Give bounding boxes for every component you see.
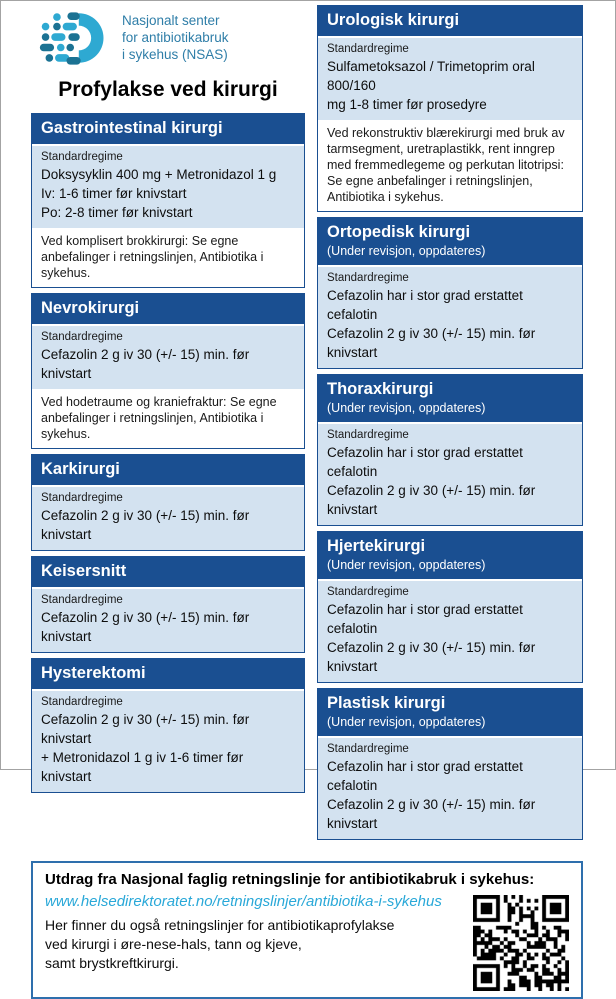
- section-ortopedisk: [317, 217, 583, 369]
- regime-line: Cefazolin har i stor grad erstattet cefalotin: [327, 288, 523, 322]
- left-column: [31, 5, 305, 845]
- regime-label: Standardregime: [41, 696, 123, 708]
- section-subtitle: (Under revisjon, oppdateres): [327, 244, 486, 258]
- regime-label: Standardregime: [41, 331, 123, 343]
- right-column: [317, 5, 583, 845]
- regime-box: [318, 424, 582, 525]
- section-title: Hjertekirurgi: [327, 537, 426, 555]
- section-header: [318, 689, 582, 736]
- regime-line: Cefazolin 2 g iv 30 (+/- 15) min. før knivstart: [41, 712, 250, 746]
- section-header: [318, 375, 582, 422]
- regime-line: Po: 2-8 timer før knivstart: [41, 205, 193, 220]
- regime-box: [318, 267, 582, 368]
- regime-line: Cefazolin 2 g iv 30 (+/- 15) min. før knivstart: [41, 610, 250, 644]
- regime-box: [32, 589, 304, 652]
- regime-box: [32, 487, 304, 550]
- section-title: Gastrointestinal kirurgi: [41, 119, 223, 137]
- section-subtitle: (Under revisjon, oppdateres): [327, 558, 486, 572]
- section-header: [32, 659, 304, 689]
- section-karkirurgi: [31, 454, 305, 551]
- section-title: Karkirurgi: [41, 460, 120, 478]
- section-urologisk: [317, 5, 583, 212]
- section-header: [318, 6, 582, 36]
- brand-name-line: i sykehus (NSAS): [122, 47, 228, 62]
- regime-box: [318, 38, 582, 120]
- regime-line: Cefazolin 2 g iv 30 (+/- 15) min. før knivstart: [41, 508, 250, 542]
- regime-label: Standardregime: [41, 594, 123, 606]
- regime-label: Standardregime: [327, 272, 409, 284]
- regime-label: Standardregime: [327, 586, 409, 598]
- page-title: Profylakse ved kirurgi: [58, 78, 278, 101]
- qr-code: [473, 895, 569, 991]
- footer-paragraph-line: Her finner du også retningslinjer for antibiotikaprofylakse: [45, 917, 395, 933]
- regime-line: Cefazolin 2 g iv 30 (+/- 15) min. før knivstart: [327, 797, 536, 831]
- brand-name-line: Nasjonalt senter: [122, 13, 220, 28]
- regime-line: Cefazolin 2 g iv 30 (+/- 15) min. før knivstart: [327, 326, 536, 360]
- regime-line: + Metronidazol 1 g iv 1-6 timer før knivstart: [41, 750, 244, 784]
- section-title: Keisersnitt: [41, 562, 127, 580]
- section-title: Nevrokirurgi: [41, 299, 140, 317]
- footer-box: [31, 861, 583, 999]
- section-thorax: [317, 374, 583, 526]
- regime-label: Standardregime: [327, 43, 409, 55]
- brand-name-line: for antibiotikabruk: [122, 30, 229, 45]
- footer-row: [45, 893, 569, 991]
- footer-text: [45, 893, 461, 991]
- regime-line: Doksysyklin 400 mg + Metronidazol 1 g: [41, 167, 277, 182]
- regime-box: [32, 326, 304, 389]
- note-text: Ved hodetraume og kraniefraktur: Se egne anbefalinger i retningslinjen, Antibiotika i sykehus.: [32, 389, 304, 448]
- section-keisersnitt: [31, 556, 305, 653]
- footer-paragraph: [45, 916, 461, 973]
- note-text: Ved rekonstruktiv blærekirurgi med bruk av tarmsegment, uretraplastikk, rent inngrep med fremmedlegeme og perkutan litotripsi: Se egne anbefalinger i retningslinjen, Antibiotika i sykehus.: [318, 120, 582, 211]
- regime-box: [318, 581, 582, 682]
- footer-paragraph-line: ved kirurgi i øre-nese-hals, tann og kjeve,: [45, 936, 302, 952]
- section-title: Thoraxkirurgi: [327, 380, 434, 398]
- regime-label: Standardregime: [41, 151, 123, 163]
- regime-line: Cefazolin 2 g iv 30 (+/- 15) min. før knivstart: [327, 483, 536, 517]
- note-text: Ved komplisert brokkirurgi: Se egne anbefalinger i retningslinjen, Antibiotika i sykehus.: [32, 228, 304, 287]
- section-header: [32, 455, 304, 485]
- brand-name: [122, 9, 229, 63]
- content-columns: [31, 5, 583, 845]
- section-header: [32, 114, 304, 144]
- regime-box: [318, 738, 582, 839]
- section-subtitle: (Under revisjon, oppdateres): [327, 401, 486, 415]
- regime-box: [32, 146, 304, 228]
- regime-line: mg 1-8 timer før prosedyre: [327, 97, 487, 112]
- guideline-link[interactable]: www.helsedirektoratet.no/retningslinjer/antibiotika-i-sykehus: [45, 893, 442, 910]
- regime-label: Standardregime: [41, 492, 123, 504]
- section-plastisk: [317, 688, 583, 840]
- regime-line: Cefazolin har i stor grad erstattet cefalotin: [327, 445, 523, 479]
- regime-line: Cefazolin 2 g iv 30 (+/- 15) min. før knivstart: [41, 347, 250, 381]
- regime-box: [32, 691, 304, 792]
- section-title: Ortopedisk kirurgi: [327, 223, 471, 241]
- section-title: Hysterektomi: [41, 664, 146, 682]
- section-header: [318, 218, 582, 265]
- section-nevrokirurgi: [31, 293, 305, 449]
- section-header: [318, 532, 582, 579]
- regime-label: Standardregime: [327, 429, 409, 441]
- regime-line: Sulfametoksazol / Trimetoprim oral 800/160: [327, 59, 535, 93]
- section-title: Urologisk kirurgi: [327, 11, 460, 29]
- footer-heading: Utdrag fra Nasjonal faglig retningslinje for antibiotikabruk i sykehus:: [45, 871, 535, 888]
- section-hjerte: [317, 531, 583, 683]
- brand-header: [37, 9, 305, 72]
- section-header: [32, 294, 304, 324]
- regime-line: Cefazolin har i stor grad erstattet cefalotin: [327, 602, 523, 636]
- section-hysterektomi: [31, 658, 305, 793]
- footer-paragraph-line: samt brystkreftkirurgi.: [45, 955, 179, 971]
- regime-label: Standardregime: [327, 743, 409, 755]
- section-header: [32, 557, 304, 587]
- regime-line: Cefazolin har i stor grad erstattet cefalotin: [327, 759, 523, 793]
- section-title: Plastisk kirurgi: [327, 694, 446, 712]
- nsas-logo-icon: [37, 9, 113, 72]
- section-subtitle: (Under revisjon, oppdateres): [327, 715, 486, 729]
- section-gastrointestinal: [31, 113, 305, 288]
- poster: [31, 5, 583, 999]
- regime-line: Iv: 1-6 timer før knivstart: [41, 186, 187, 201]
- regime-line: Cefazolin 2 g iv 30 (+/- 15) min. før knivstart: [327, 640, 536, 674]
